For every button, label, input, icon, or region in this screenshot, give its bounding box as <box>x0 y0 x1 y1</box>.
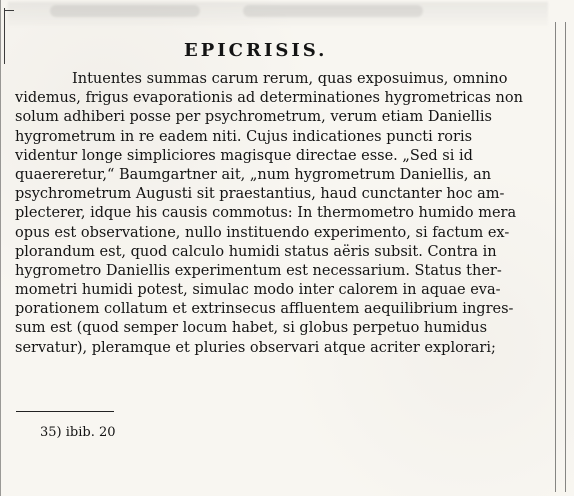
text-line-5: videntur longe simpliciores magisque directae esse. „Sed si id <box>15 147 473 164</box>
text-line-1: Intuentes summas carum rerum, quas exposuimus, omnino <box>72 71 508 87</box>
text-line-15: servatur), pleramque et pluries observari atque acriter explorari; <box>15 339 496 356</box>
right-margin-marks <box>538 0 574 496</box>
text-line-11: hygrometro Daniellis experimentum est necessarium. Status ther- <box>15 262 502 279</box>
footnote: 35) ibib. 20 <box>40 425 116 440</box>
text-line-14: sum est (quod semper locum habet, si globus perpetuo humidus <box>15 320 488 337</box>
body-text <box>7 70 530 358</box>
text-line-13: porationem collatum et extrinsecus affluentem aequilibrium ingres- <box>15 301 514 318</box>
footnote-divider <box>16 411 114 412</box>
text-line-10: plorandum est, quod calculo humidi status aëris subsit. Contra in <box>15 243 497 260</box>
text-line-7: psychrometrum Augusti sit praestantius, haud cunctanter hoc am- <box>15 186 505 203</box>
text-line-4: hygrometrum in re eadem niti. Cujus indicationes puncti roris <box>15 128 473 145</box>
text-line-8: plecterer, idque his causis commotus: In thermometro humido mera <box>15 205 517 222</box>
text-line-2: videmus, frigus evaporationis ad determinationes hygrometricas non <box>15 90 523 107</box>
text-line-12: mometri humidi potest, simulac modo inter calorem in aquae eva- <box>15 282 501 299</box>
left-mark-horizontal <box>4 10 14 11</box>
text-line-9: opus est observatione, nullo instituendo experimento, si factum ex- <box>15 224 510 241</box>
binding-edge <box>0 0 1 496</box>
page-title: EPICRISIS. <box>184 40 328 61</box>
text-line-3: solum adhiberi posse per psychrometrum, verum etiam Daniellis <box>15 109 492 126</box>
left-mark-vertical <box>4 8 5 64</box>
scan-artifact <box>8 2 548 26</box>
text-line-6: quaereretur,“ Baumgartner ait, „num hygrometrum Daniellis, an <box>15 166 492 183</box>
